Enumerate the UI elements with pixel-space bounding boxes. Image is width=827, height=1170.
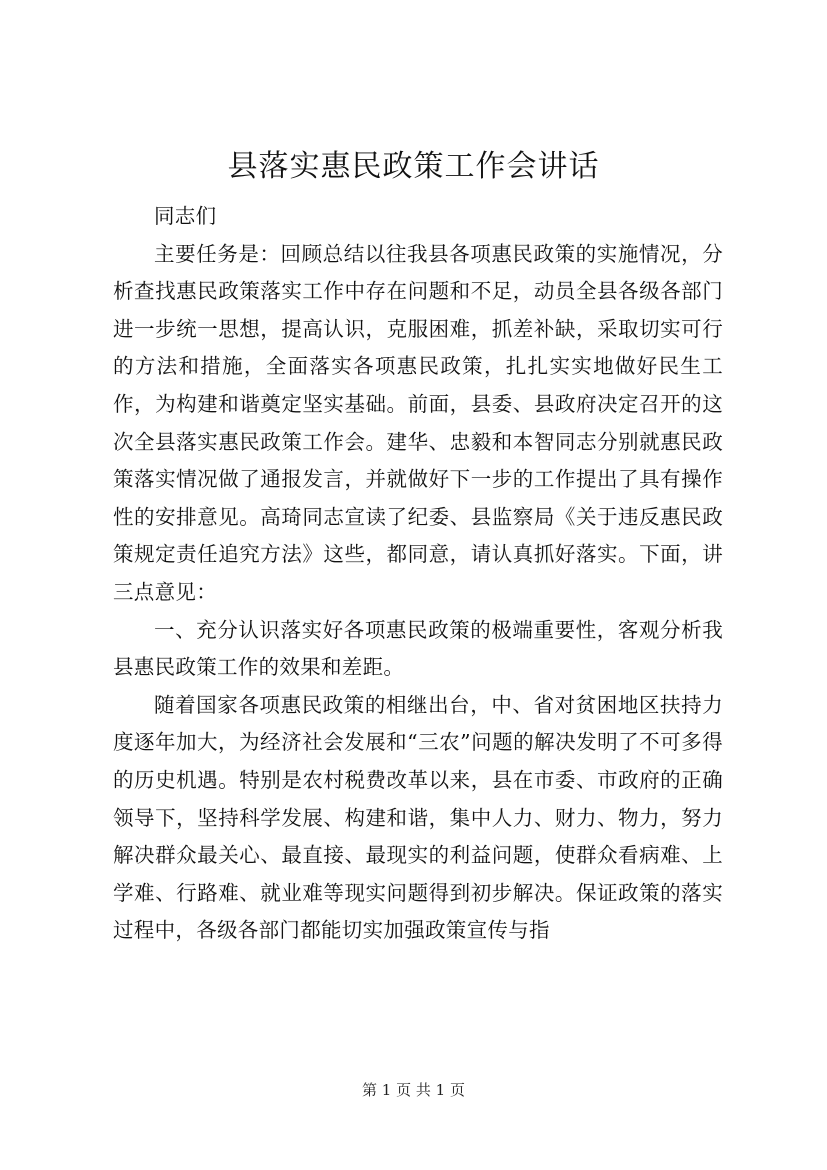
document-title: 县落实惠民政策工作会讲话 — [227, 149, 600, 184]
page-number-footer: 第 1 页 共 1 页 — [362, 1081, 465, 1099]
body-paragraph: 随着国家各项惠民政策的相继出台，中、省对贫困地区扶持力度逐年加大，为经济社会发展和“三农”问题的解决发明了不可多得的历史机遇。特别是农村税费改革以来，县在市委、市政府的正确领导下，坚持科学发展、构建和谐，集中人力、财力、物力，努力解决群众最关心、最直接、最现实的利益问题，使群众看病难、上学难、行路难、就业难等现实问题得到初步解决。保证政策的落实过程中，各级各部门都能切实加强政策宣传与指 — [113, 692, 723, 943]
document-body — [113, 198, 723, 950]
section-heading-paragraph: 一、充分认识落实好各项惠民政策的极端重要性，客观分析我县惠民政策工作的效果和差距。 — [113, 617, 723, 680]
body-paragraph: 主要任务是：回顾总结以往我县各项惠民政策的实施情况，分析查找惠民政策落实工作中存在问题和不足，动员全县各级各部门进一步统一思想，提高认识，克服困难，抓差补缺，采取切实可行的方法和措施，全面落实各项惠民政策，扎扎实实地做好民生工作，为构建和谐奠定坚实基础。前面，县委、县政府决定召开的这次全县落实惠民政策工作会。建华、忠毅和本智同志分别就惠民政策落实情况做了通报发言，并就做好下一步的工作提出了具有操作性的安排意见。高琦同志宣读了纪委、县监察局《关于违反惠民政策规定责任追究方法》这些，都同意，请认真抓好落实。下面，讲三点意见： — [113, 241, 723, 604]
salutation-paragraph: 同志们 — [154, 204, 217, 228]
